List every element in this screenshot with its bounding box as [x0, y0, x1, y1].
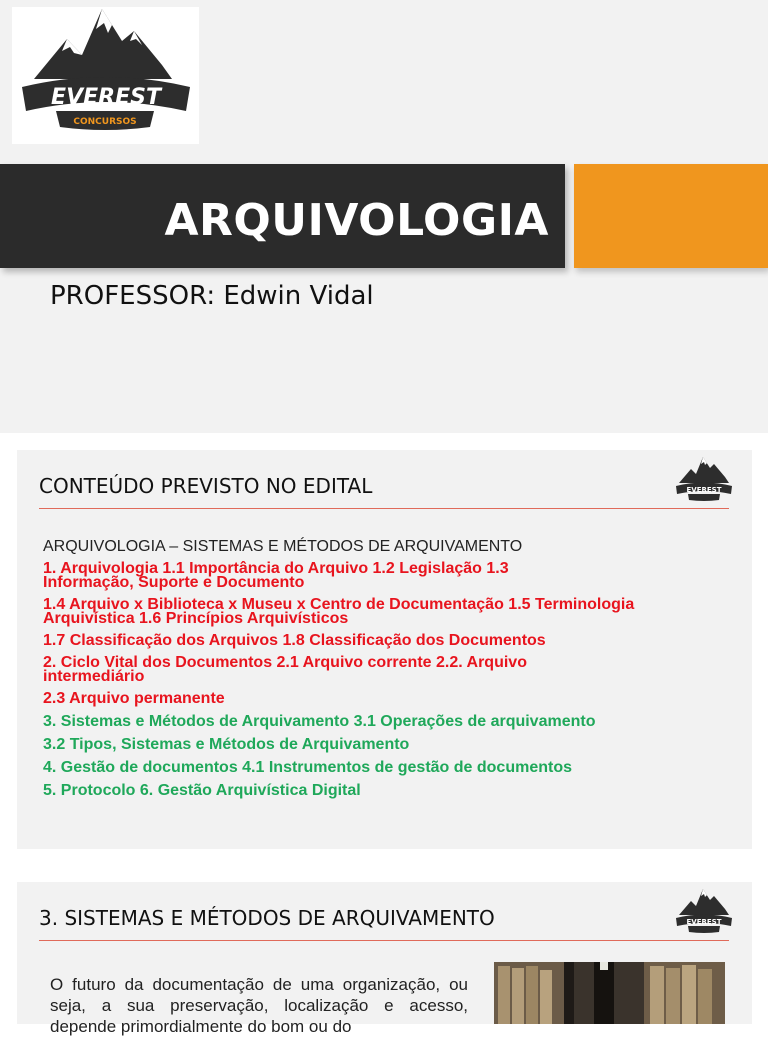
title-slide	[0, 0, 768, 433]
contents-list	[43, 538, 733, 800]
content-line: 1. Arquivologia 1.1 Importância do Arquivo 1.2 Legislação 1.3	[43, 560, 509, 577]
archive-shelves-photo	[494, 962, 725, 1024]
content-line: Arquivística 1.6 Princípios Arquivísticos	[43, 610, 349, 627]
page-title: ARQUIVOLOGIA	[164, 195, 549, 246]
svg-text:CONCURSOS: CONCURSOS	[73, 117, 137, 127]
mountain-logo-icon	[673, 455, 735, 505]
slide-heading: CONTEÚDO PREVISTO NO EDITAL	[39, 474, 373, 498]
content-line: 1.7 Classificação dos Arquivos 1.8 Classificação dos Documentos	[43, 632, 546, 649]
section-slide	[17, 882, 752, 1036]
content-line: 4. Gestão de documentos 4.1 Instrumentos de gestão de documentos	[43, 759, 572, 776]
svg-text:EVEREST: EVEREST	[51, 85, 161, 110]
heading-rule	[39, 508, 729, 509]
content-line: Informação, Suporte e Documento	[43, 574, 305, 591]
content-line: 2.3 Arquivo permanente	[43, 690, 225, 707]
slide-heading: 3. SISTEMAS E MÉTODOS DE ARQUIVAMENTO	[39, 906, 495, 930]
mountain-logo-icon	[12, 7, 199, 144]
content-line: 1.4 Arquivo x Biblioteca x Museu x Centro de Documentação 1.5 Terminologia	[43, 596, 635, 613]
heading-rule	[39, 940, 729, 941]
content-line: 2. Ciclo Vital dos Documentos 2.1 Arquivo corrente 2.2. Arquivo	[43, 654, 527, 671]
svg-text:EVEREST: EVEREST	[686, 918, 722, 926]
content-line: 3. Sistemas e Métodos de Arquivamento 3.1 Operações de arquivamento	[43, 713, 596, 730]
slide-gap	[0, 433, 768, 450]
contents-slide	[17, 450, 752, 849]
title-bar	[0, 164, 565, 268]
svg-text:EVEREST: EVEREST	[686, 486, 722, 494]
subject-line: ARQUIVOLOGIA – SISTEMAS E MÉTODOS DE ARQUIVAMENTO	[43, 538, 523, 555]
professor-name: PROFESSOR: Edwin Vidal	[50, 281, 374, 311]
mountain-logo-icon	[673, 887, 735, 937]
everest-logo	[12, 7, 199, 144]
content-line: intermediário	[43, 668, 145, 685]
accent-bar	[574, 164, 768, 268]
body-paragraph: O futuro da documentação de uma organização, ou seja, a sua preservação, localização e acesso, depende primordialmente do bom ou do	[50, 975, 468, 1036]
content-line: 5. Protocolo 6. Gestão Arquivística Digital	[43, 782, 361, 799]
content-line: 3.2 Tipos, Sistemas e Métodos de Arquivamento	[43, 736, 410, 753]
